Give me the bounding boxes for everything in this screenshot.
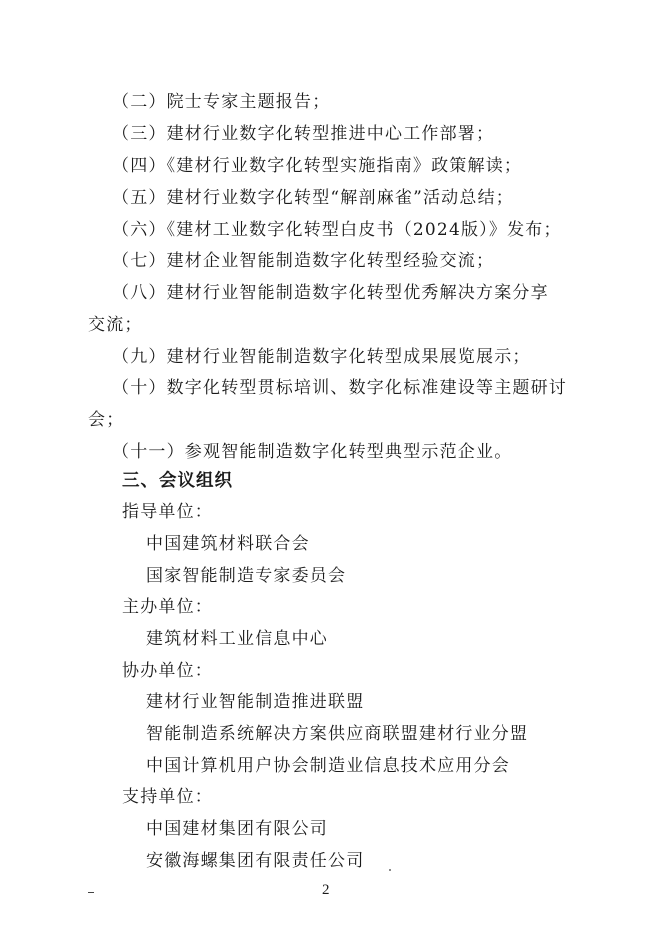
item-10-continued: 会； — [88, 410, 125, 430]
item-10: （十）数字化转型贯标培训、数字化标准建设等主题研讨 — [112, 378, 567, 398]
co-host-unit: 智能制造系统解决方案供应商联盟建材行业分盟 — [146, 724, 529, 744]
guide-label: 指导单位： — [122, 502, 213, 522]
item-9: （九）建材行业智能制造数字化转型成果展览展示； — [112, 347, 531, 367]
co-host-unit: 建材行业智能制造推进联盟 — [146, 692, 365, 712]
co-host-label: 协办单位： — [122, 661, 213, 681]
support-unit: 安徽海螺集团有限责任公司 — [146, 851, 365, 871]
item-8-continued: 交流； — [88, 315, 143, 335]
item-11: （十一）参观智能制造数字化转型典型示范企业。 — [112, 442, 513, 462]
item-8: （八）建材行业智能制造数字化转型优秀解决方案分享 — [112, 283, 549, 303]
host-unit: 建筑材料工业信息中心 — [146, 629, 328, 649]
guide-unit: 中国建筑材料联合会 — [146, 534, 310, 554]
support-unit: 中国建材集团有限公司 — [146, 819, 328, 839]
host-label: 主办单位： — [122, 597, 213, 617]
item-2: （二）院士专家主题报告； — [112, 92, 331, 112]
margin-dash-mark — [88, 892, 94, 893]
guide-unit: 国家智能制造专家委员会 — [146, 566, 347, 586]
section-heading: 三、会议组织 — [122, 471, 233, 491]
item-7: （七）建材企业智能制造数字化转型经验交流； — [112, 251, 495, 271]
item-4: （四）《建材行业数字化转型实施指南》政策解读； — [112, 156, 523, 176]
item-6: （六）《建材工业数字化转型白皮书（2024版）》发布； — [112, 220, 562, 240]
item-5: （五）建材行业数字化转型“解剖麻雀”活动总结； — [112, 188, 514, 208]
scan-dot-mark — [389, 869, 391, 871]
item-3: （三）建材行业数字化转型推进中心工作部署； — [112, 124, 495, 144]
support-label: 支持单位： — [122, 787, 213, 807]
co-host-unit: 中国计算机用户协会制造业信息技术应用分会 — [146, 756, 510, 776]
page-number: 2 — [322, 882, 330, 898]
